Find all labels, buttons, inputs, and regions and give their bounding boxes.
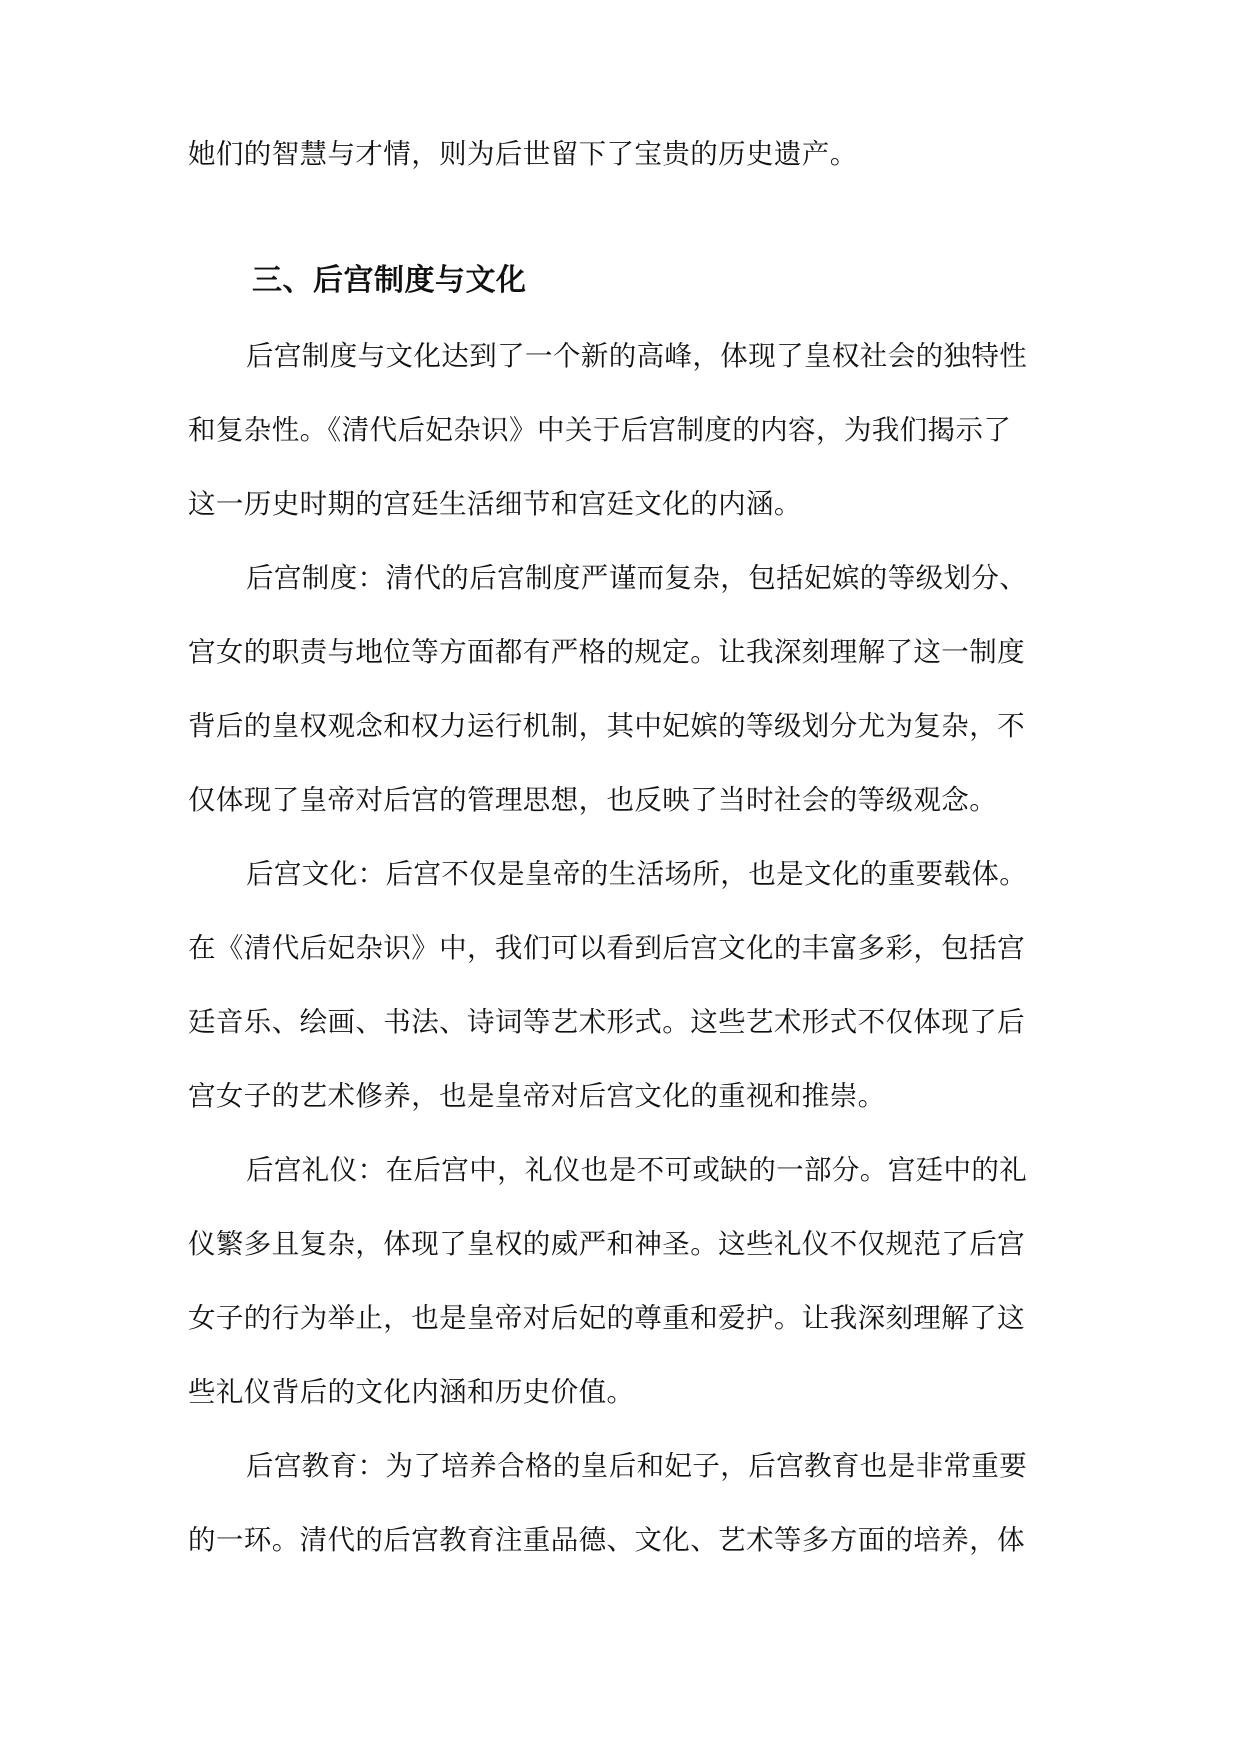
paragraph-line: 这一历史时期的宫廷生活细节和宫廷文化的内涵。: [188, 488, 802, 520]
section-heading: 三、后宫制度与文化: [252, 263, 527, 298]
paragraph-line: 后宫制度：清代的后宫制度严谨而复杂，包括妃嫔的等级划分、: [246, 562, 1028, 594]
paragraph-line: 仅体现了皇帝对后宫的管理思想，也反映了当时社会的等级观念。: [188, 784, 998, 816]
paragraph-line: 些礼仪背后的文化内涵和历史价值。: [188, 1376, 635, 1408]
paragraph-line: 女子的行为举止，也是皇帝对后妃的尊重和爱护。让我深刻理解了这: [188, 1302, 1025, 1334]
paragraph-line: 背后的皇权观念和权力运行机制，其中妃嫔的等级划分尤为复杂，不: [188, 710, 1025, 742]
paragraph-line: 后宫文化：后宫不仅是皇帝的生活场所，也是文化的重要载体。: [246, 858, 1028, 890]
paragraph-line: 仪繁多且复杂，体现了皇权的威严和神圣。这些礼仪不仅规范了后宫: [188, 1228, 1025, 1260]
paragraph-line: 廷音乐、绘画、书法、诗词等艺术形式。这些艺术形式不仅体现了后: [188, 1006, 1025, 1038]
paragraph-line: 宫女的职责与地位等方面都有严格的规定。让我深刻理解了这一制度: [188, 636, 1025, 668]
paragraph-line: 的一环。清代的后宫教育注重品德、文化、艺术等多方面的培养，体: [188, 1524, 1025, 1556]
paragraph-line: 宫女子的艺术修养，也是皇帝对后宫文化的重视和推崇。: [188, 1080, 886, 1112]
paragraph-line: 后宫教育：为了培养合格的皇后和妃子，后宫教育也是非常重要: [246, 1450, 1028, 1482]
paragraph-line: 后宫礼仪：在后宫中，礼仪也是不可或缺的一部分。宫廷中的礼: [246, 1154, 1028, 1186]
paragraph-line: 后宫制度与文化达到了一个新的高峰，体现了皇权社会的独特性: [246, 340, 1028, 372]
intro-line: 她们的智慧与才情，则为后世留下了宝贵的历史遗产。: [188, 138, 858, 170]
paragraph-line: 在《清代后妃杂识》中，我们可以看到后宫文化的丰富多彩，包括宫: [188, 932, 1025, 964]
paragraph-line: 和复杂性。《清代后妃杂识》中关于后宫制度的内容，为我们揭示了: [188, 414, 1012, 446]
